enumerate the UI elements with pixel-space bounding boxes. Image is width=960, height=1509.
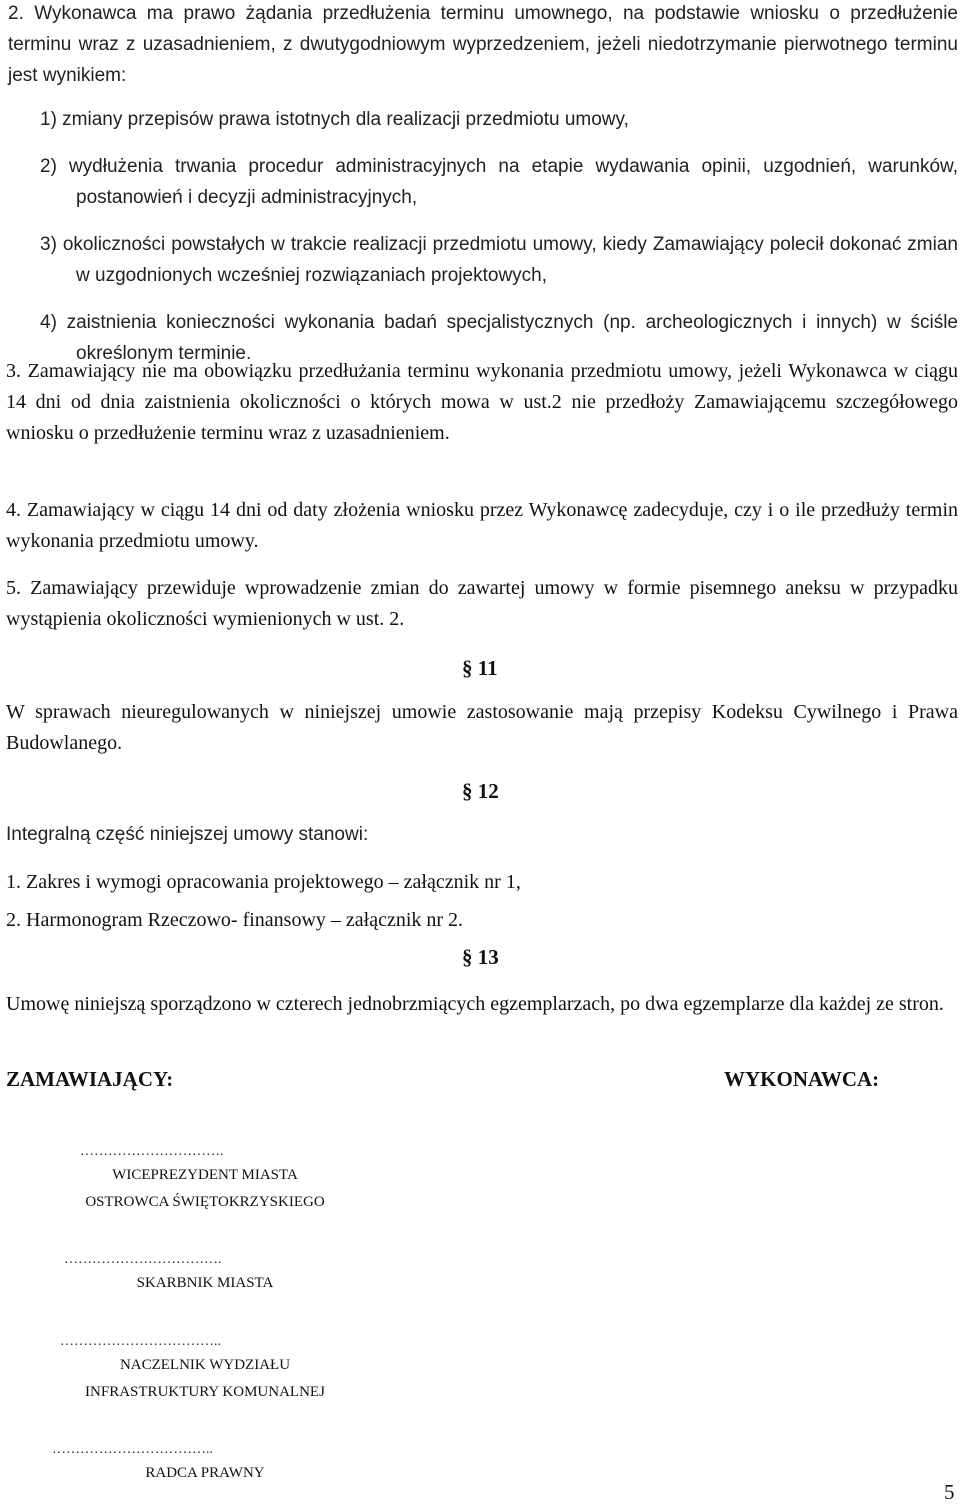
list-item-2-text: 2) wydłużenia trwania procedur administracyjnych na etapie wydawania opinii, uzgodnień, warunków, postanowień i decyzji administracyjnych,: [40, 156, 958, 208]
party-wykonawca: WYKONAWCA:: [724, 1067, 880, 1091]
signature-line-2: …………………………….: [64, 1252, 222, 1267]
section-12-heading: § 12: [462, 779, 499, 803]
signature-3-title: NACZELNIK WYDZIAŁU: [119, 1357, 291, 1373]
paragraph-2: 2. Wykonawca ma prawo żądania przedłużenia terminu umownego, na podstawie wniosku o przedłużenie terminu wraz z uzasadnieniem, z dwutygodniowym wyprzedzeniem, jeżeli niedotrzymanie pierwotnego terminu jest wynikiem:: [8, 3, 958, 86]
party-zamawiajacy: ZAMAWIAJĄCY:: [6, 1067, 174, 1091]
list-item-1: 1) zmiany przepisów prawa istotnych dla realizacji przedmiotu umowy,: [40, 109, 629, 130]
section-11-heading: § 11: [462, 656, 498, 680]
paragraph-4: 4. Zamawiający w ciągu 14 dni od daty złożenia wniosku przez Wykonawcę zadecyduje, czy i o ile przedłuży termin wykonania przedmiotu umowy.: [6, 499, 958, 552]
signature-2-title: SKARBNIK MIASTA: [136, 1275, 274, 1291]
section-13-text: Umowę niniejszą sporządzono w czterech jednobrzmiących egzemplarzach, po dwa egzemplarze dla każdej ze stron.: [6, 993, 944, 1015]
signature-block-legal-counsel: [70, 1460, 340, 1487]
section-12-item-2: 2. Harmonogram Rzeczowo- finansowy – załącznik nr 2.: [6, 909, 464, 931]
section-11-text: W sprawach nieuregulowanych w niniejszej umowie zastosowanie mają przepisy Kodeksu Cywilnego i Prawa Budowlanego.: [6, 701, 958, 754]
paragraph-5: 5. Zamawiający przewiduje wprowadzenie zmian do zawartej umowy w formie pisemnego aneksu w przypadku wystąpienia okoliczności wymienionych w ust. 2.: [6, 577, 958, 630]
section-13-heading: § 13: [462, 945, 499, 969]
section-12-intro: Integralną część niniejszej umowy stanowi:: [6, 824, 369, 845]
signature-block-vice-president: [70, 1162, 340, 1216]
signature-3-subtitle: INFRASTRUKTURY KOMUNALNEJ: [85, 1384, 325, 1400]
paragraph-3: 3. Zamawiający nie ma obowiązku przedłużania terminu wykonania przedmiotu umowy, jeżeli Wykonawca w ciągu 14 dni od dnia zaistnienia okoliczności o których mowa w ust.2 nie przedłoży Zamawiającemu szczegółowego wniosku o przedłużenie terminu wraz z uzasadnieniem.: [6, 360, 958, 444]
signature-line-4: ……………………………..: [52, 1442, 213, 1457]
signature-4-title: RADCA PRAWNY: [145, 1465, 265, 1481]
signature-block-department-head: [70, 1352, 340, 1406]
signature-line-1: ………………………….: [80, 1144, 224, 1159]
list-item-4-text: 4) zaistnienia konieczności wykonania badań specjalistycznych (np. archeologicznych i innych) w ściśle określonym terminie.: [40, 312, 958, 364]
signature-block-treasurer: [70, 1270, 340, 1297]
signature-1-subtitle: OSTROWCA ŚWIĘTOKRZYSKIEGO: [85, 1194, 325, 1210]
page-number: 5: [944, 1480, 955, 1504]
list-item-2: [40, 151, 958, 213]
list-item-3: [40, 229, 958, 291]
list-item-3-text: 3) okoliczności powstałych w trakcie realizacji przedmiotu umowy, kiedy Zamawiający polecił dokonać zmian w uzgodnionych wcześniej rozwiązaniach projektowych,: [40, 234, 958, 286]
signature-1-title: WICEPREZYDENT MIASTA: [112, 1167, 298, 1183]
signature-line-3: ……………………………..: [60, 1334, 221, 1349]
section-12-item-1: 1. Zakres i wymogi opracowania projektowego – załącznik nr 1,: [6, 871, 521, 893]
